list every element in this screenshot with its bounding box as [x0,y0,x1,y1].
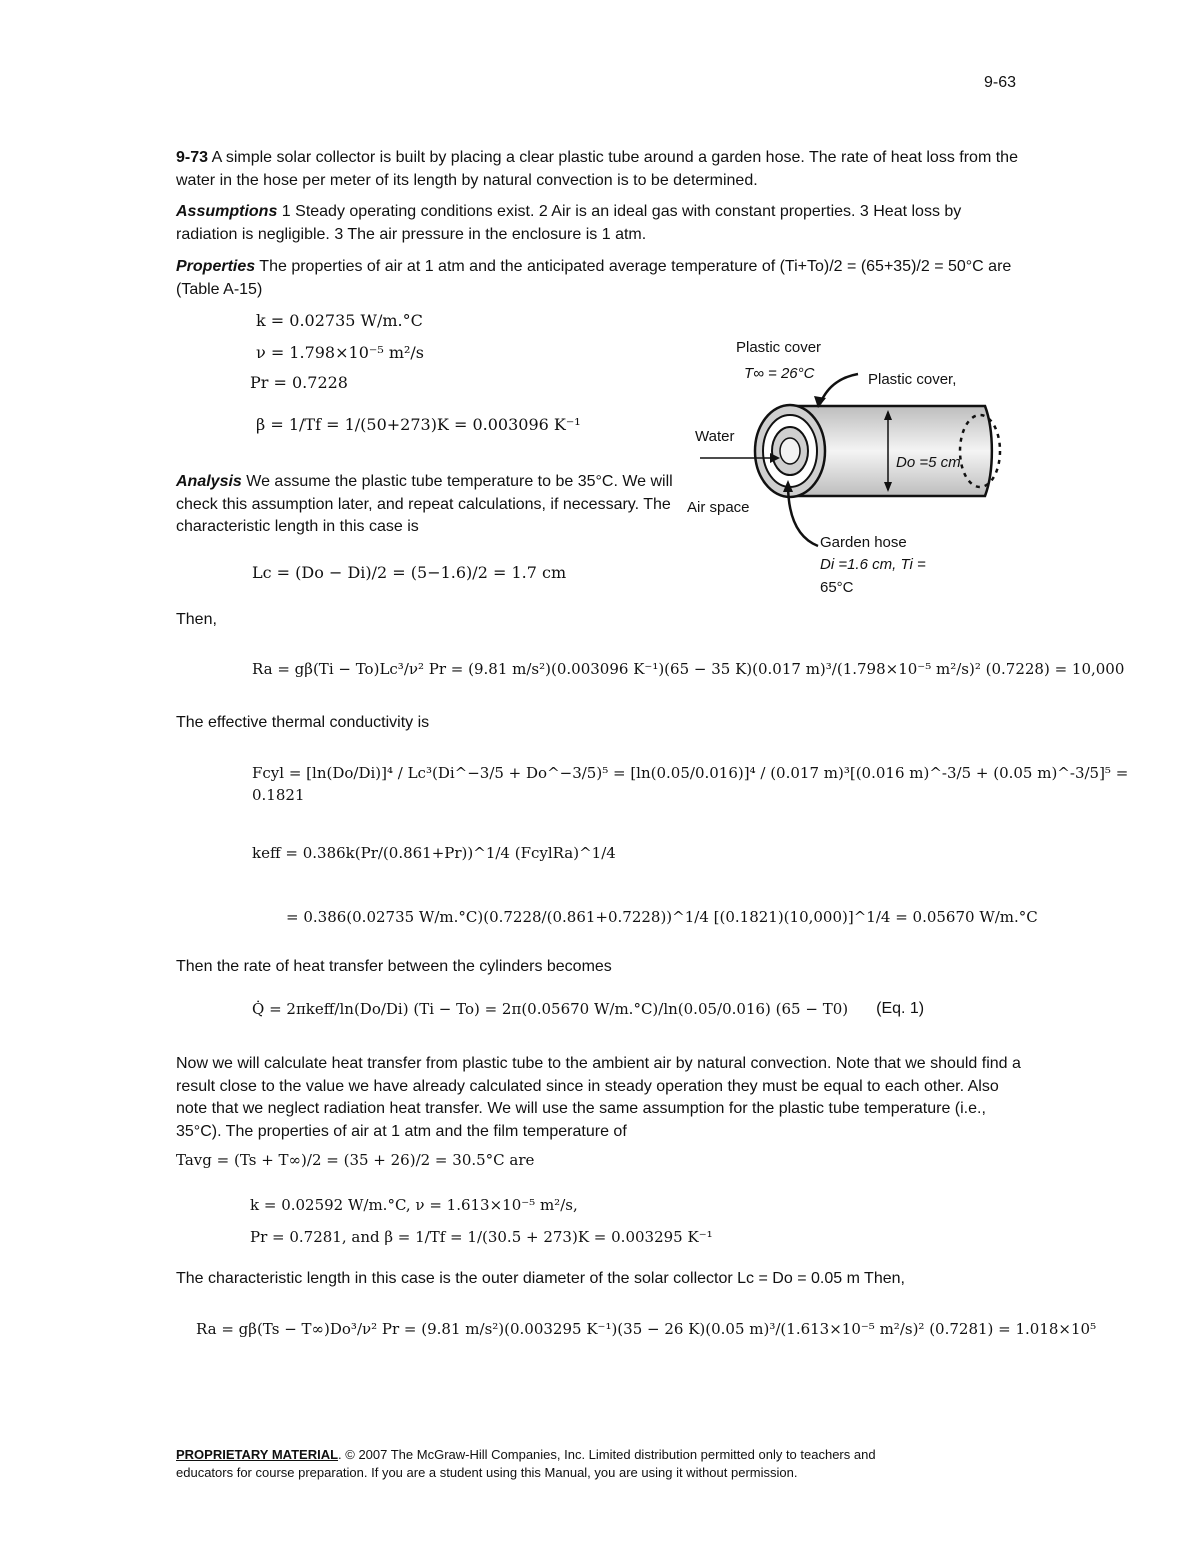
problem-text: A simple solar collector is built by placing a clear plastic tube around a garden hose. The rate of heat loss from the water in the hose per meter of its length by natural convection is to be determined. [176,149,1018,189]
ra-equation: Ra = gβ(Ti − To)Lc³/ν² Pr = (9.81 m/s²)(0.003096 K⁻¹)(65 − 35 K)(0.017 m)³/(1.798×10⁻⁵ m²/s)² (0.7228) = 10,000 [252,660,1125,678]
footer [176,1446,1036,1482]
garden-hose-label: Garden hose [820,534,907,551]
solar-collector-figure [680,334,1040,604]
air-space-label: Air space [687,499,750,516]
page-number: 9-63 [984,74,1017,91]
property-nu: ν = 1.798×10⁻⁵ m²/s [256,343,425,362]
analysis-label: Analysis [176,473,242,490]
t-inf-label: T∞ = 26°C [744,365,815,382]
characteristic-length-2: The characteristic length in this case is the outer diameter of the solar collector Lc = Do = 0.05 m Then, [176,1270,905,1287]
property-beta: β = 1/Tf = 1/(50+273)K = 0.003096 K⁻¹ [256,415,581,434]
proprietary-label: PROPRIETARY MATERIAL [176,1447,339,1462]
q-equation-row [252,1000,924,1018]
analysis-text: We assume the plastic tube temperature to be 35°C. We will check this assumption later, and repeat calculations, if necessary. The characteristic length in this case is [176,473,673,535]
do-label: Do =5 cm [896,454,961,471]
then-label: Then, [176,611,217,628]
lc-equation: Lc = (Do − Di)/2 = (5−1.6)/2 = 1.7 cm [252,563,567,582]
assumptions-paragraph [176,201,1026,246]
keff-equation-2: = 0.386(0.02735 W/m.°C)(0.7228/(0.861+0.7228))^1/4 [(0.1821)(10,000)]^1/4 = 0.05670 W/m.°C [286,908,1038,926]
properties2-line1: k = 0.02592 W/m.°C, ν = 1.613×10⁻⁵ m²/s, [250,1196,578,1214]
ra2-equation: Ra = gβ(Ts − T∞)Do³/ν² Pr = (9.81 m/s²)(0.003295 K⁻¹)(35 − 26 K)(0.05 m)³/(1.613×10⁻⁵ m²/s)² (0.7281) = 1.018×10⁵ [196,1320,1097,1338]
di-label: Di =1.6 cm, Ti = [820,556,926,573]
footer-text-1: . © 2007 The McGraw-Hill Companies, Inc. Limited distribution permitted only to teachers and [338,1447,876,1462]
analysis-paragraph [176,471,676,539]
ti-value: 65°C [820,579,854,596]
assumptions-text: 1 Steady operating conditions exist. 2 Air is an ideal gas with constant properties. 3 Heat loss by radiation is negligible. 3 The air pressure in the enclosure is 1 atm. [176,203,962,243]
water-label: Water [695,428,735,445]
problem-number: 9-73 [176,149,209,166]
properties2-line2: Pr = 0.7281, and β = 1/Tf = 1/(30.5 + 273)K = 0.003295 K⁻¹ [250,1228,713,1246]
assumptions-label: Assumptions [176,203,278,220]
problem-statement [176,147,1026,192]
solar-collector-diagram [680,334,1040,604]
rate-intro: Then the rate of heat transfer between the cylinders becomes [176,958,612,975]
footer-line-1 [176,1446,1036,1464]
now-paragraph: Now we will calculate heat transfer from plastic tube to the ambient air by natural convection. Note that we should find a result close to the value we have already calculated since in steady operation they must be equal to each other. Also note that we neglect radiation heat transfer. We will use the same assumption for the plastic tube temperature (i.e., 35°C). The properties of air at 1 atm and the film temperature of [176,1055,1021,1140]
cover-leader [820,374,858,404]
property-pr: Pr = 0.7228 [250,373,348,392]
q-equation-label: (Eq. 1) [876,1000,925,1017]
plastic-cover-label: Plastic cover [736,339,822,356]
q-equation: Q̇ = 2πkeff/ln(Do/Di) (Ti − To) = 2π(0.05670 W/m.°C)/ln(0.05/0.016) (65 − T0) [252,1000,849,1018]
properties-label: Properties [176,258,256,275]
hose-inner [780,438,800,464]
keff-equation-1: keff = 0.386k(Pr/(0.861+Pr))^1/4 (FcylRa)^1/4 [252,844,616,862]
plastic-cover-label-2: Plastic cover, [868,371,957,388]
footer-line-2: educators for course preparation. If you are a student using this Manual, you are using it without permission. [176,1465,798,1480]
properties-text: The properties of air at 1 atm and the anticipated average temperature of (Ti+To)/2 = (65+35)/2 = 50°C are (Table A-15) [176,258,1012,298]
effective-conductivity-intro: The effective thermal conductivity is [176,714,430,731]
properties-paragraph [176,256,1026,301]
property-k: k = 0.02735 W/m.°C [256,311,423,330]
tavg-equation: Tavg = (Ts + T∞)/2 = (35 + 26)/2 = 30.5°C are [176,1151,535,1169]
fcyl-equation: Fcyl = [ln(Do/Di)]⁴ / Lc³(Di^−3/5 + Do^−3/5)⁵ = [ln(0.05/0.016)]⁴ / (0.017 m)³[(0.016 m)^-3/5 + (0.05 m)^-3/5]⁵ = 0.1821 [252,764,1129,804]
